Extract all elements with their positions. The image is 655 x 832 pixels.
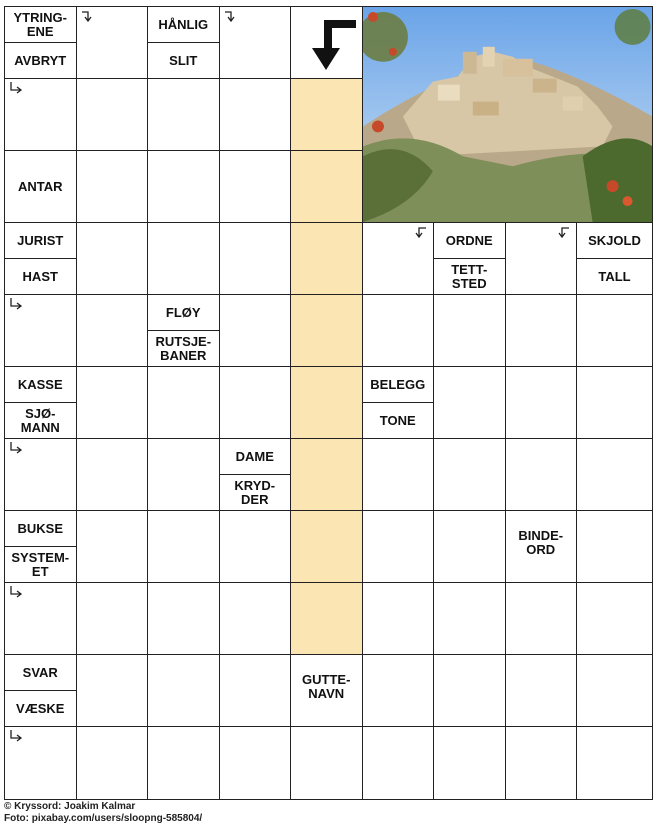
answer-cell[interactable] [505, 366, 578, 439]
answer-cell[interactable] [505, 438, 578, 511]
hook-arrow-icon [8, 296, 24, 317]
answer-cell[interactable] [576, 366, 653, 439]
answer-cell[interactable] [505, 654, 578, 727]
answer-cell[interactable] [576, 582, 653, 655]
answer-cell[interactable] [290, 294, 363, 367]
answer-cell[interactable] [76, 78, 149, 151]
answer-cell[interactable] [147, 582, 220, 655]
answer-cell[interactable] [290, 438, 363, 511]
clue-r6c3-bot: KRYD- DER [219, 474, 292, 511]
answer-cell[interactable] [219, 510, 292, 583]
answer-cell[interactable] [576, 294, 653, 367]
clue-r9c4: GUTTE- NAVN [290, 654, 363, 727]
clue-r3c0-bot: HAST [4, 258, 77, 295]
answer-cell[interactable] [576, 510, 653, 583]
answer-cell[interactable] [147, 78, 220, 151]
answer-cell[interactable] [362, 438, 435, 511]
answer-cell[interactable] [76, 150, 149, 223]
answer-cell[interactable] [290, 222, 363, 295]
clue-r3c6-bot: TETT- STED [433, 258, 506, 295]
credit-crossword: © Kryssord: Joakim Kalmar [4, 801, 136, 812]
hook-arrow-icon [8, 80, 24, 101]
answer-cell[interactable] [576, 438, 653, 511]
clue-r5c0-top: KASSE [4, 366, 77, 403]
answer-cell[interactable] [505, 582, 578, 655]
clue-r7c0-top: BUKSE [4, 510, 77, 547]
credits [4, 801, 202, 825]
landscape-photo [362, 6, 654, 223]
answer-cell[interactable] [76, 582, 149, 655]
answer-cell[interactable] [433, 726, 506, 800]
hook-arrow-icon [413, 224, 429, 245]
answer-cell[interactable] [290, 366, 363, 439]
answer-cell[interactable] [219, 78, 292, 151]
clue-r5c5-top: BELEGG [362, 366, 435, 403]
hook-arrow-icon [8, 584, 24, 605]
big-down-arrow-icon [294, 14, 360, 79]
answer-cell[interactable] [290, 510, 363, 583]
answer-cell[interactable] [219, 582, 292, 655]
clue-r9c0-top: SVAR [4, 654, 77, 691]
answer-cell[interactable] [433, 294, 506, 367]
clue-r3c0-top: JURIST [4, 222, 77, 259]
answer-cell[interactable] [76, 510, 149, 583]
clue-r7c0-bot: SYSTEM- ET [4, 546, 77, 583]
answer-cell[interactable] [76, 294, 149, 367]
crossword-grid [4, 6, 652, 799]
answer-cell[interactable] [219, 150, 292, 223]
clue-r0c2-top: HÅNLIG [147, 6, 220, 43]
clue-r9c0-bot: VÆSKE [4, 690, 77, 727]
answer-cell[interactable] [362, 726, 435, 800]
answer-cell[interactable] [76, 366, 149, 439]
answer-cell[interactable] [362, 510, 435, 583]
clue-r0c0-bot: AVBRYT [4, 42, 77, 79]
answer-cell[interactable] [147, 366, 220, 439]
hook-arrow-icon [8, 728, 24, 749]
answer-cell[interactable] [433, 582, 506, 655]
clue-r4c2-bot: RUTSJE- BANER [147, 330, 220, 367]
answer-cell[interactable] [147, 438, 220, 511]
answer-cell[interactable] [576, 654, 653, 727]
clue-r0c0-top: YTRING- ENE [4, 6, 77, 43]
answer-cell[interactable] [76, 222, 149, 295]
answer-cell[interactable] [290, 150, 363, 223]
clue-r5c5-bot: TONE [362, 402, 435, 439]
answer-cell[interactable] [219, 366, 292, 439]
hook-arrow-icon [8, 440, 24, 461]
clue-r0c2-bot: SLIT [147, 42, 220, 79]
clue-r6c3-top: DAME [219, 438, 292, 475]
clue-r3c6-top: ORDNE [433, 222, 506, 259]
answer-cell[interactable] [433, 654, 506, 727]
answer-cell[interactable] [433, 438, 506, 511]
answer-cell[interactable] [362, 654, 435, 727]
answer-cell[interactable] [219, 726, 292, 800]
answer-cell[interactable] [290, 726, 363, 800]
credit-photo: Foto: pixabay.com/users/sloopng-585804/ [4, 813, 203, 824]
clue-r4c2-top: FLØY [147, 294, 220, 331]
answer-cell[interactable] [505, 294, 578, 367]
answer-cell[interactable] [147, 726, 220, 800]
answer-cell[interactable] [290, 78, 363, 151]
answer-cell[interactable] [362, 294, 435, 367]
answer-cell[interactable] [219, 654, 292, 727]
answer-cell[interactable] [147, 654, 220, 727]
answer-cell[interactable] [362, 582, 435, 655]
clue-r2c0: ANTAR [4, 150, 77, 223]
answer-cell[interactable] [76, 726, 149, 800]
answer-cell[interactable] [290, 582, 363, 655]
answer-cell[interactable] [147, 150, 220, 223]
answer-cell[interactable] [433, 510, 506, 583]
answer-cell[interactable] [147, 510, 220, 583]
answer-cell[interactable] [147, 222, 220, 295]
answer-cell[interactable] [76, 438, 149, 511]
answer-cell[interactable] [219, 222, 292, 295]
answer-cell[interactable] [505, 726, 578, 800]
clue-r3c8-bot: TALL [576, 258, 653, 295]
clue-r7c7: BINDE- ORD [505, 510, 578, 583]
answer-cell[interactable] [76, 654, 149, 727]
hook-arrow-icon [80, 8, 96, 29]
clue-r5c0-bot: SJØ- MANN [4, 402, 77, 439]
answer-cell[interactable] [219, 294, 292, 367]
hook-arrow-icon [556, 224, 572, 245]
hook-arrow-icon [223, 8, 239, 29]
answer-cell[interactable] [433, 366, 506, 439]
clue-r3c8-top: SKJOLD [576, 222, 653, 259]
answer-cell[interactable] [576, 726, 653, 800]
